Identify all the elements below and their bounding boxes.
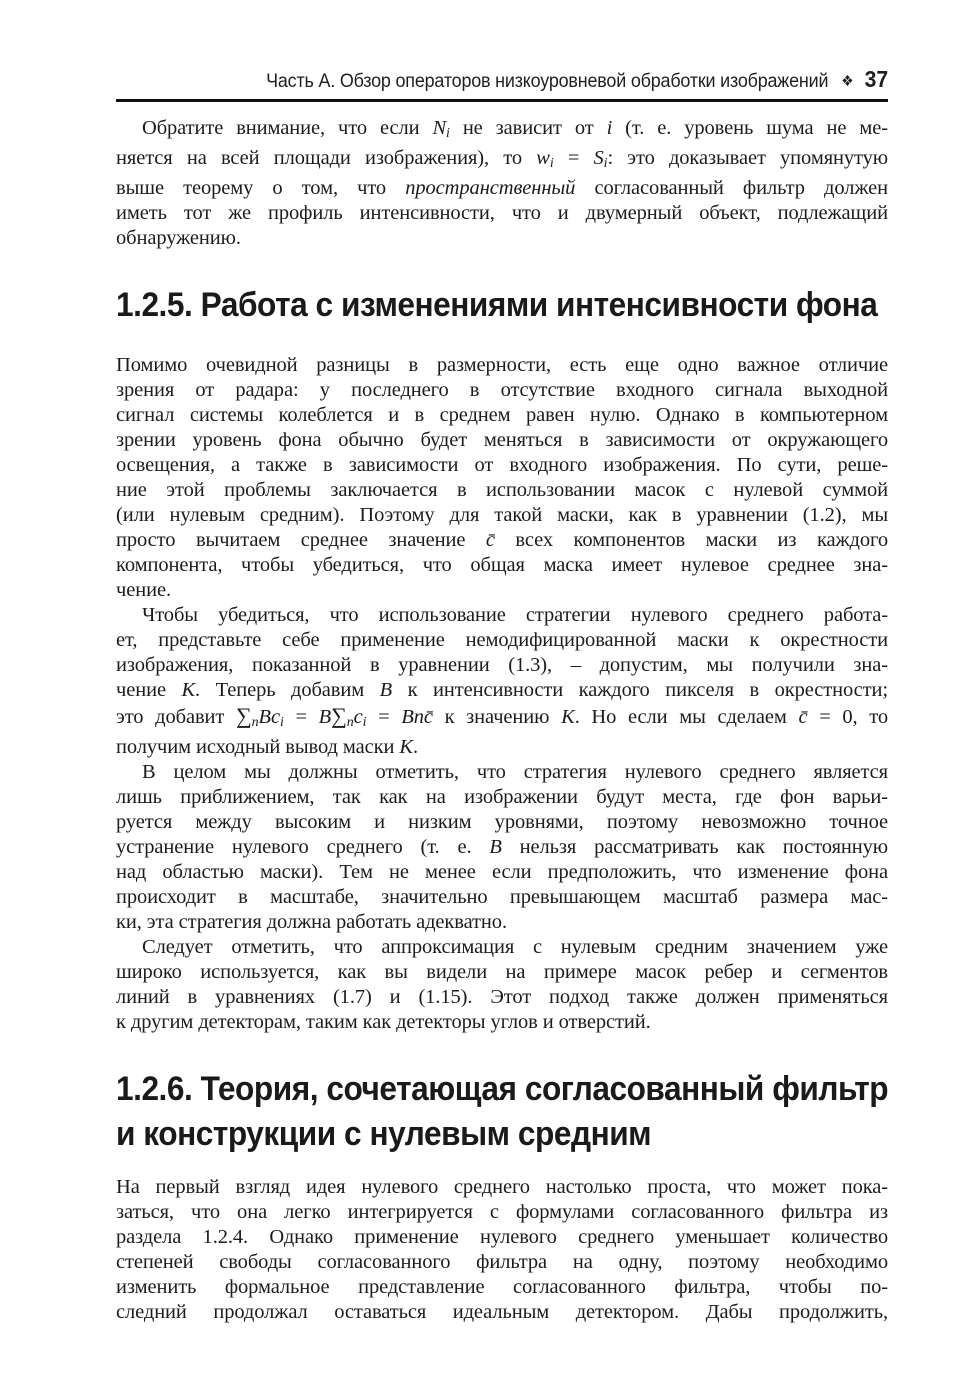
section-heading-1-2-6	[116, 1067, 889, 1157]
text-line: изменить формальное представление согласованного фильтра, чтобы по-	[116, 1276, 888, 1299]
heading-line: и конструкции с нулевым средним	[116, 1115, 652, 1154]
page-number: 37	[864, 66, 888, 92]
text-line: изображения, показанной в уравнении (1.3), – допустим, мы получили зна-	[116, 654, 888, 677]
text-line: (или нулевым средним). Поэтому для такой маски, как в уравнении (1.2), мы	[116, 504, 888, 527]
running-header	[266, 66, 888, 93]
ornament-icon: ❖	[841, 73, 854, 90]
paragraph-theory-intro	[116, 1175, 888, 1325]
text-line: Обратите внимание, что если Ni не зависит от i (т. е. уровень шума не ме-	[142, 117, 888, 142]
text-line: над областью маски). Тем не менее если предположить, что изменение фона	[116, 861, 888, 884]
text-line: ки, эта стратегия должна работать адекватно.	[116, 911, 507, 934]
text-line: ние этой проблемы заключается в использовании масок с нулевой суммой	[116, 479, 888, 502]
text-line: зрения от радара: у последнего в отсутствие входного сигнала выходной	[116, 379, 888, 402]
text-line: На первый взгляд идея нулевого среднего настолько проста, что может пока-	[116, 1176, 888, 1199]
text-line: это добавит ∑nBci = B∑nci = Bnc̄ к значению K. Но если мы сделаем c̄ = 0, то	[116, 703, 889, 731]
paragraph-zero-mean-strategy	[116, 603, 888, 760]
text-line: линий в уравнениях (1.7) и (1.15). Этот подход также должен применяться	[116, 986, 888, 1009]
text-line: устранение нулевого среднего (т. е. B нельзя рассматривать как постоянную	[116, 836, 889, 859]
text-line: иметь тот же профиль интенсивности, что и двумерный объект, подлежащий	[116, 202, 888, 225]
running-header-title: Часть А. Обзор операторов низкоуровневой обработки изображений	[265, 70, 829, 92]
paragraph-background-levels	[116, 353, 888, 603]
text-line: сигнал системы колеблется и в среднем равен нулю. Однако в компьютерном	[116, 404, 888, 427]
text-line: няется на всей площади изображения), то wi = Si: это доказывает упомянутую	[116, 147, 888, 172]
text-line: заться, что она легко интегрируется с формулами согласованного фильтра из	[116, 1201, 888, 1224]
text-line: В целом мы должны отметить, что стратегия нулевого среднего является	[142, 761, 888, 784]
text-line: руется между высоким и низким уровнями, поэтому невозможно точное	[116, 811, 888, 834]
text-line: чение K. Теперь добавим B к интенсивности каждого пикселя в окрестности;	[116, 679, 888, 702]
text-line: выше теорему о том, что пространственный согласованный фильтр должен	[116, 177, 889, 200]
section-heading-1-2-5	[116, 283, 878, 328]
text-line: ет, представьте себе применение немодифицированной маски к окрестности	[116, 629, 888, 652]
text-line: компонента, чтобы убедиться, что общая маска имеет нулевое среднее зна-	[116, 554, 888, 577]
header-rule	[116, 99, 888, 102]
text-line: получим исходный вывод маски K.	[116, 736, 419, 759]
heading-line: 1.2.6. Теория, сочетающая согласованный фильтр	[116, 1070, 889, 1109]
paragraph-approximation-note	[116, 760, 888, 935]
text-line: зрении уровень фона обычно будет меняться в зависимости от окружающего	[116, 429, 888, 452]
text-line: степеней свободы согласованного фильтра на одну, поэтому необходимо	[116, 1251, 888, 1274]
text-line: раздела 1.2.4. Однако применение нулевого среднего уменьшает количество	[116, 1226, 888, 1249]
text-line: освещения, а также в зависимости от входного изображения. По сути, реше-	[116, 454, 888, 477]
text-line: широко используется, как вы видели на примере масок ребер и сегментов	[116, 961, 888, 984]
text-line: следний продолжал оставаться идеальным детектором. Дабы продолжить,	[116, 1301, 888, 1324]
text-line: лишь приближением, так как на изображении будут места, где фон варьи-	[116, 786, 888, 809]
paragraph-matched-filter-note	[116, 116, 888, 251]
paragraph-zero-mean-usage	[116, 935, 888, 1035]
heading-line: 1.2.5. Работа с изменениями интенсивности фона	[116, 286, 878, 325]
text-line: обнаружению.	[116, 227, 241, 250]
text-line: просто вычитаем среднее значение c̄ всех компонентов маски из каждого	[116, 529, 888, 552]
text-line: к другим детекторам, таким как детекторы углов и отверстий.	[116, 1011, 651, 1034]
text-line: происходит в масштабе, значительно превышающем масштаб размера мас-	[116, 886, 888, 909]
page-body	[116, 116, 888, 1325]
text-line: Чтобы убедиться, что использование стратегии нулевого среднего работа-	[142, 604, 888, 627]
text-line: чение.	[116, 579, 171, 602]
text-line: Следует отметить, что аппроксимация с нулевым средним значением уже	[142, 936, 888, 959]
text-line: Помимо очевидной разницы в размерности, есть еще одно важное отличие	[116, 354, 888, 377]
